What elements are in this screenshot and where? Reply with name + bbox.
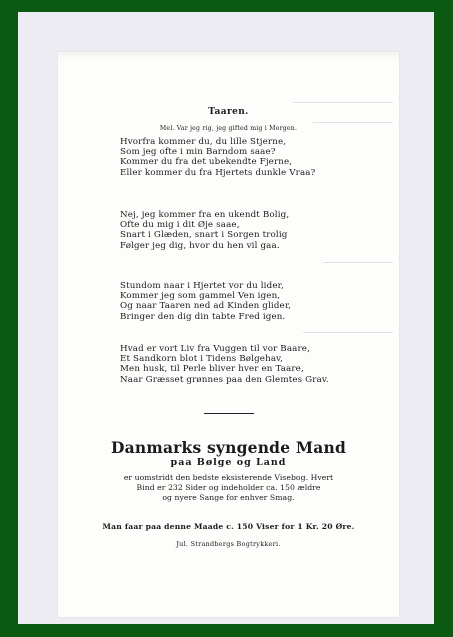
description-line: Bind er 232 Sider og indeholder ca. 150 ældre (136, 483, 321, 492)
verse-line: Et Sandkorn blot i Tidens Bølgehav, (120, 354, 284, 365)
verse-line: Som jeg ofte i min Barndom saae? (120, 147, 276, 158)
verse-line: Kommer jeg som gammel Ven igen, (120, 291, 281, 302)
advert-description (58, 473, 399, 503)
song-title: Taaren. (208, 107, 249, 117)
sheet-top-edge (58, 52, 399, 60)
verse-line: Eller kommer du fra Hjertets dunkle Vraa? (120, 167, 316, 178)
verse-line: Naar Græsset grønnes paa den Glemtes Grav. (120, 374, 329, 385)
advert-subtitle: paa Bølge og Land (170, 457, 287, 468)
verse-line: Snart i Glæden, snart i Sorgen trolig (120, 230, 288, 241)
verse-line: Følger jeg dig, hvor du hen vil gaa. (120, 240, 280, 251)
scan-background-card (18, 12, 434, 624)
printer-credit: Jul. Strandbergs Bogtrykkeri. (176, 540, 281, 548)
verse-3 (120, 281, 291, 322)
price-line: Man faar paa denne Maade c. 150 Viser for 1 Kr. 20 Øre. (102, 522, 355, 531)
verse-line: Stundom naar i Hjertet vor du lider, (120, 281, 284, 291)
verse-line: Nej, jeg kommer fra en ukendt Bolig, (120, 210, 290, 220)
description-line: og nyere Sange for enhver Smag. (162, 493, 295, 502)
verse-line: Men husk, til Perle bliver hver en Taare, (120, 364, 304, 375)
bleed-through-mark (303, 332, 393, 333)
verse-4 (120, 344, 329, 385)
verse-line: Hvad er vort Liv fra Vuggen til vor Baare, (120, 344, 311, 354)
description-line: er uomstridt den bedste eksisterende Visebog. Hvert (123, 473, 334, 482)
advert-title: Danmarks syngende Mand (110, 438, 346, 457)
melody-note: Mel. Var jeg rig, jeg gifted mig i Morgen. (159, 125, 298, 132)
verse-line: Kommer du fra det ubekendte Fjerne, (120, 157, 293, 168)
verse-line: Hvorfra kommer du, du lille Stjerne, (120, 137, 287, 147)
verse-line: Og naar Taaren ned ad Kinden glider, (120, 301, 292, 312)
verse-2 (120, 210, 289, 251)
verse-1 (120, 137, 315, 178)
bleed-through-mark (293, 102, 393, 103)
bleed-through-mark (313, 122, 393, 123)
verse-line: Ofte du mig i dit Øje saae, (120, 220, 240, 231)
divider-rule (204, 413, 254, 414)
song-sheet (58, 52, 399, 617)
bleed-through-mark (323, 262, 393, 263)
verse-line: Bringer den dig din tabte Fred igen. (120, 311, 286, 322)
